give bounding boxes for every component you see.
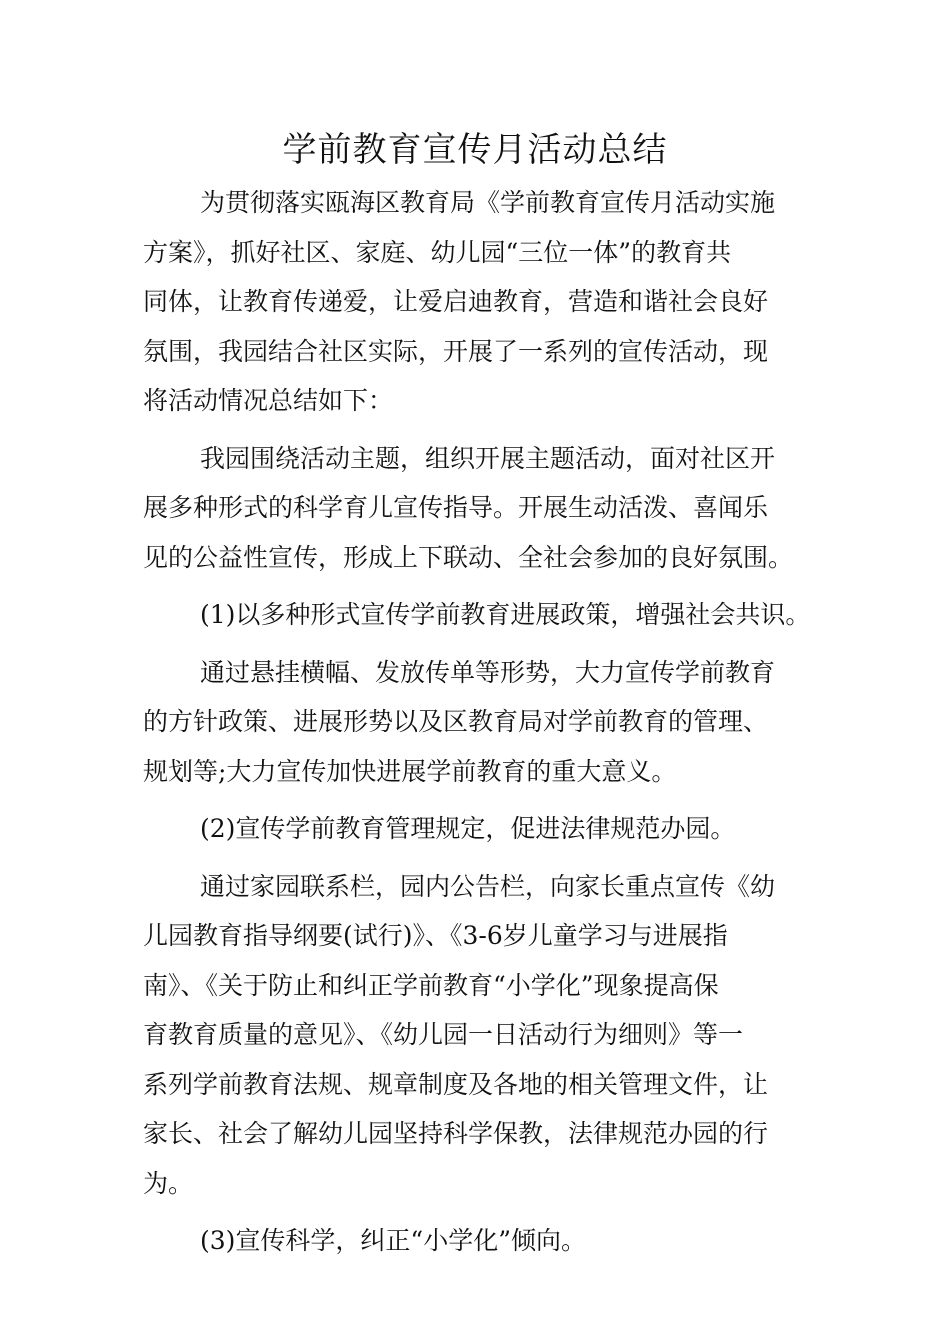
paragraph-line: 的方针政策、进展形势以及区教育局对学前教育的管理、	[143, 707, 769, 736]
document-body	[143, 178, 811, 1266]
section-heading: (2)宣传学前教育管理规定，促进法律规范办园。	[200, 814, 736, 843]
paragraph-line: 通过家园联系栏，园内公告栏，向家长重点宣传《幼	[200, 871, 776, 901]
paragraph-4	[143, 648, 811, 797]
paragraph-line: 同体，让教育传递爱，让爱启迪教育，营造和谐社会良好	[143, 287, 769, 316]
paragraph-line: 育教育质量的意见》、《幼儿园一日活动行为细则》等一	[143, 1020, 744, 1049]
paragraph-line: 方案》，抓好社区、家庭、幼儿园“三位一体”的教育共	[143, 237, 732, 267]
document-title: 学前教育宣传月活动总结	[282, 130, 668, 170]
paragraph-7-heading	[143, 1216, 811, 1266]
paragraph-line: 氛围，我园结合社区实际，开展了一系列的宣传活动，现	[143, 336, 769, 366]
paragraph-line: 展多种形式的科学育儿宣传指导。开展生动活泼、喜闻乐	[143, 493, 769, 522]
paragraph-1	[143, 178, 811, 426]
paragraph-line: 为贯彻落实瓯海区教育局《学前教育宣传月活动实施	[200, 188, 776, 217]
paragraph-line: 为。	[143, 1168, 194, 1198]
paragraph-line: 规划等;大力宣传加快进展学前教育的重大意义。	[143, 756, 677, 786]
paragraph-line: 南》、《关于防止和纠正学前教育“小学化”现象提高保	[143, 970, 719, 1000]
paragraph-line: 家长、社会了解幼儿园坚持科学保教，法律规范办园的行	[143, 1119, 769, 1148]
paragraph-line: 我园围绕活动主题，组织开展主题活动，面对社区开	[200, 443, 776, 473]
paragraph-line: 系列学前教育法规、规章制度及各地的相关管理文件，让	[143, 1069, 769, 1099]
paragraph-2	[143, 434, 811, 583]
paragraph-line: 将活动情况总结如下：	[143, 386, 394, 415]
paragraph-line: 儿园教育指导纲要(试行)》、《3-6岁儿童学习与进展指	[143, 921, 728, 950]
paragraph-6	[143, 862, 811, 1209]
paragraph-3-heading	[143, 590, 811, 640]
paragraph-5-heading	[143, 804, 811, 854]
paragraph-line: 通过悬挂横幅、发放传单等形势，大力宣传学前教育	[200, 657, 776, 687]
paragraph-line: 见的公益性宣传，形成上下联动、全社会参加的良好氛围。	[143, 542, 794, 572]
section-heading: (3)宣传科学，纠正“小学化”倾向。	[200, 1226, 586, 1255]
section-heading: (1)以多种形式宣传学前教育进展政策，增强社会共识。	[200, 600, 811, 629]
